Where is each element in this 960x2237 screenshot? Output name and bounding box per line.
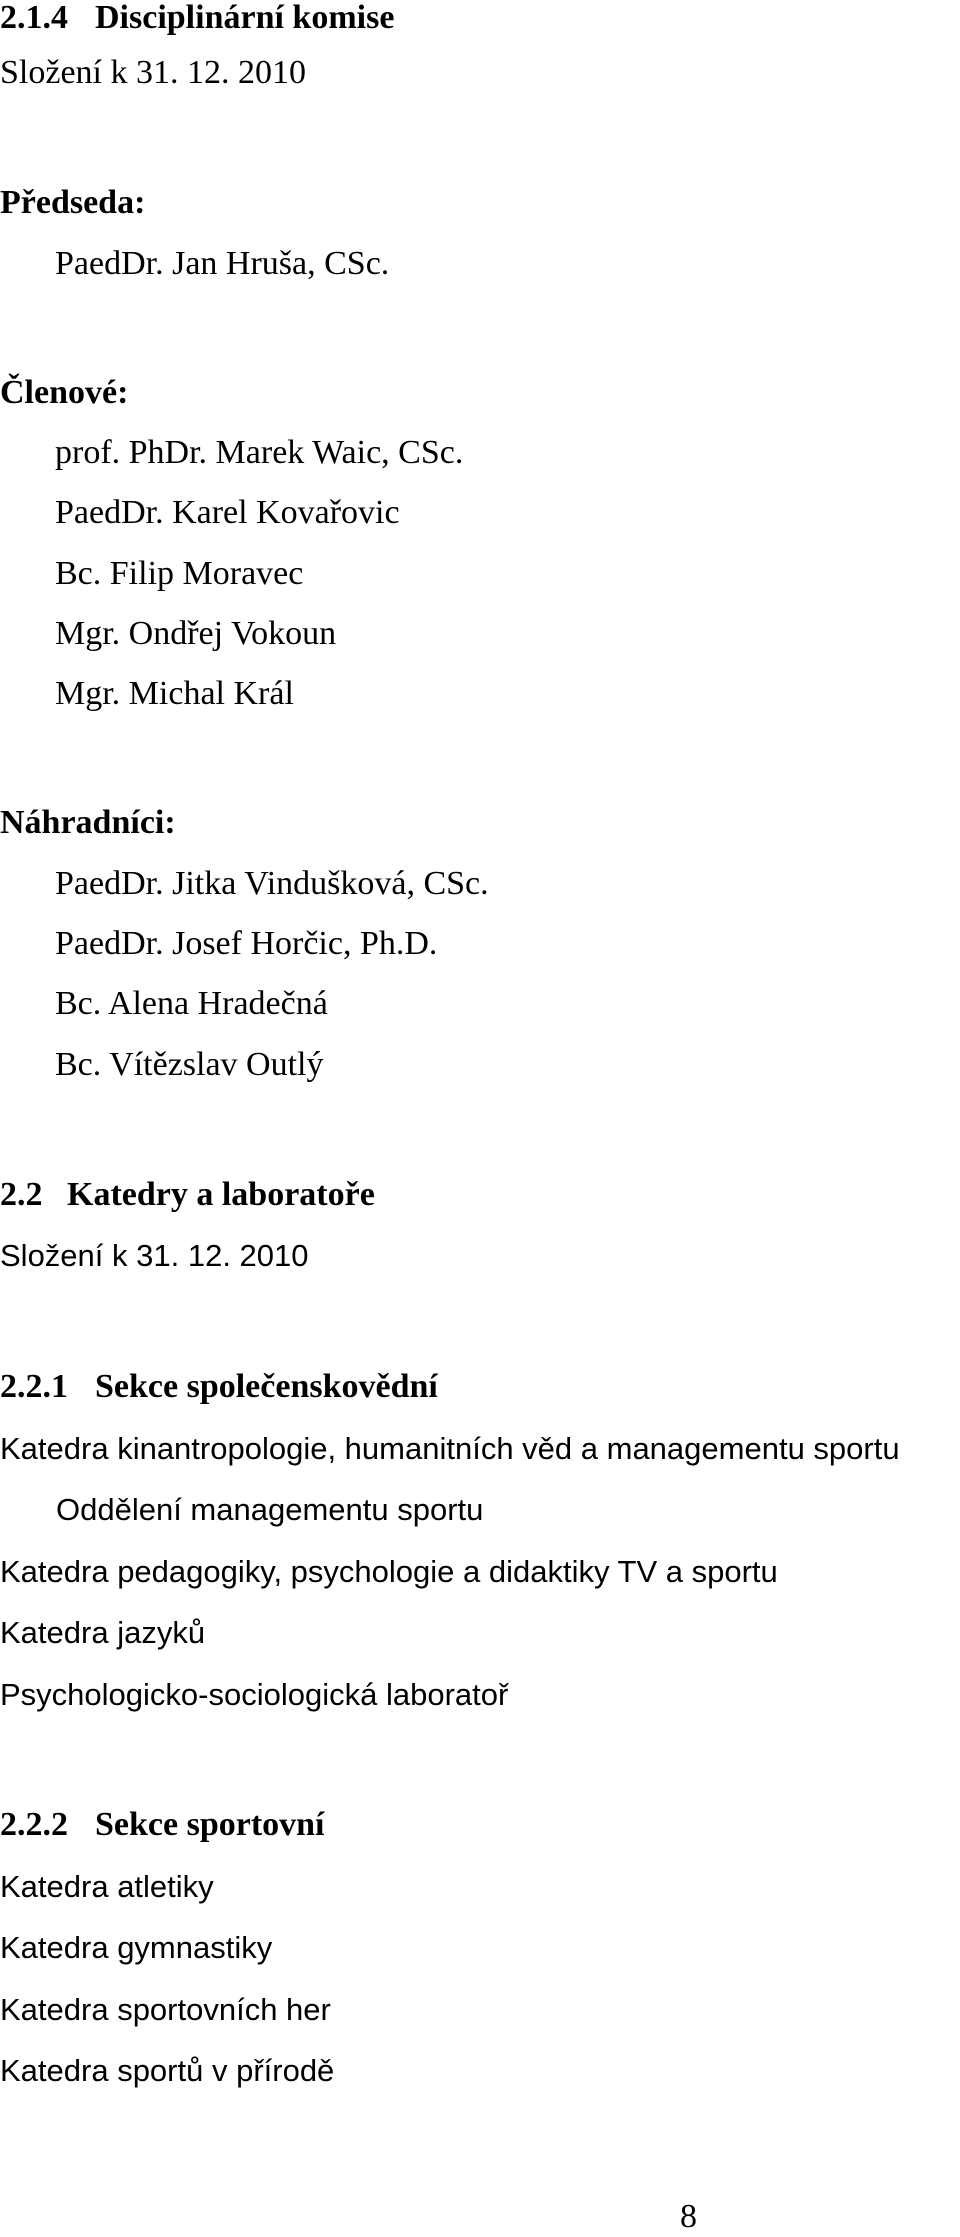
- member-name: Mgr. Ondřej Vokoun: [55, 615, 337, 652]
- member-name: Mgr. Michal Král: [55, 675, 294, 712]
- chair-name: PaedDr. Jan Hruša, CSc.: [55, 245, 390, 282]
- department-item: Katedra jazyků: [0, 1615, 206, 1650]
- substitute-name: Bc. Alena Hradečná: [55, 985, 328, 1022]
- substitute-name: PaedDr. Josef Horčic, Ph.D.: [55, 925, 438, 962]
- composition-date: Složení k 31. 12. 2010: [0, 54, 306, 91]
- section-number: 2.1.4: [0, 0, 68, 36]
- member-name: Bc. Filip Moravec: [55, 555, 304, 592]
- department-item: Katedra atletiky: [0, 1869, 214, 1904]
- section-title: Disciplinární komise: [95, 0, 395, 36]
- member-name: prof. PhDr. Marek Waic, CSc.: [55, 434, 464, 471]
- section-number: 2.2.1: [0, 1368, 68, 1405]
- composition-date: Složení k 31. 12. 2010: [0, 1238, 309, 1273]
- department-item: Katedra sportů v přírodě: [0, 2053, 335, 2088]
- substitutes-label: Náhradníci:: [0, 804, 176, 841]
- department-item: Katedra pedagogiky, psychologie a didaktiky TV a sportu: [0, 1554, 778, 1589]
- laboratory-item: Psychologicko-sociologická laboratoř: [0, 1677, 509, 1712]
- chair-label: Předseda:: [0, 184, 146, 221]
- section-number: 2.2.2: [0, 1806, 68, 1843]
- page-number: 8: [680, 2198, 697, 2235]
- substitute-name: Bc. Vítězslav Outlý: [55, 1046, 324, 1083]
- section-number: 2.2: [0, 1176, 43, 1213]
- section-heading-2-1-4: [0, 0, 394, 38]
- section-heading-2-2-2: [0, 1805, 325, 1845]
- division-item: Oddělení managementu sportu: [56, 1492, 484, 1527]
- section-heading-2-2-1: [0, 1367, 438, 1407]
- substitute-name: PaedDr. Jitka Vindušková, CSc.: [55, 865, 489, 902]
- section-title: Sekce společenskovědní: [95, 1368, 438, 1405]
- section-heading-2-2: [0, 1175, 375, 1215]
- department-item: Katedra sportovních her: [0, 1992, 331, 2027]
- department-item: Katedra kinantropologie, humanitních věd a managementu sportu: [0, 1431, 900, 1466]
- department-item: Katedra gymnastiky: [0, 1930, 273, 1965]
- members-label: Členové:: [0, 374, 129, 411]
- member-name: PaedDr. Karel Kovařovic: [55, 494, 400, 531]
- section-title: Katedry a laboratoře: [67, 1176, 375, 1213]
- section-title: Sekce sportovní: [95, 1806, 325, 1843]
